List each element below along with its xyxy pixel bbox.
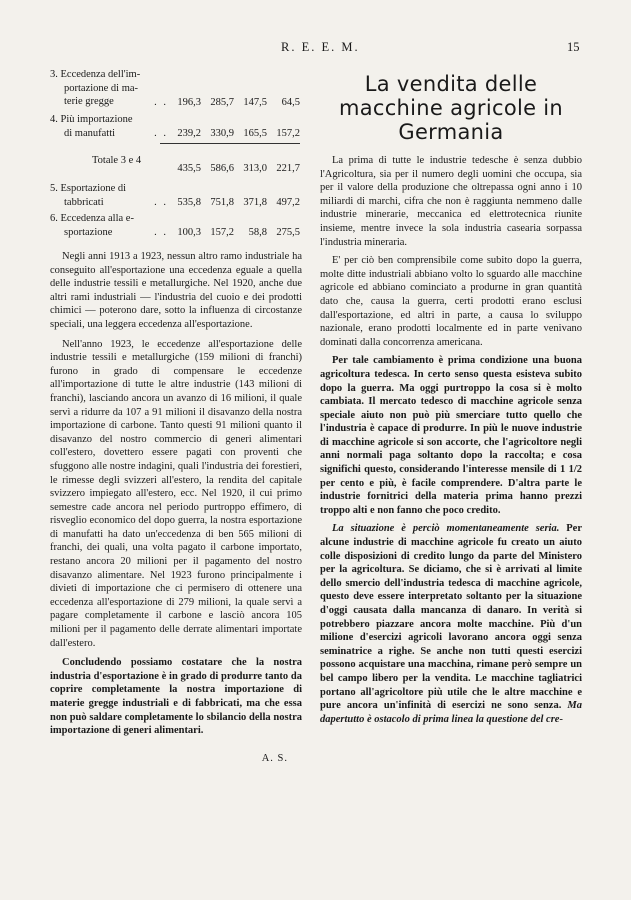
cell-value: 535,8 [177,197,201,209]
body-paragraph: Nell'anno 1923, le eccedenze all'esportazione delle industrie tessili e metallurgiche (159 milioni di franchi) furono in grado di compensare le eccedenze all'importazione di tutte le altre industrie (143 milioni di franchi), lasciando ancora un avanzo di 16 milioni, il quale servì a ridurre da 107 a 91 milioni il disavanzo della nostra importazione di carbone. Tanto questi 91 milioni quanto il disavanzo del nostro commercio di generi alimentari coll'estero, dovettero essere pagati con proventi che sfuggono alle nostre indagini, quali l'industria dei forestieri, le rimesse degli svizzeri all'estero, la rendita del capitale svizzero impiegato all'estero, ecc. Nel 1920, il cui primo semestre cade ancora nel periodo purtroppo effimero, di risveglio economico del dopo guerra, la nostra esportazione di manufatti ha dato un'eccedenza di ben 565 milioni di franchi, dei quali, una volta pagato il carbone importato, restano ancora 20 milioni per il pagamento del nostro disavanzo alimentare. Nel 1923 furono principalmente i divieti di importazione che ci permisero di ottenere una eccedenza all'esportazione di 279 milioni, la quale servì a pagare completamente il carbone e lasciò ancora 105 milioni per il pagamento delle derrate alimentari importate dall'estero. [50,338,302,649]
cell-value: 371,8 [243,197,267,209]
table-row [50,182,302,210]
journal-title: R. E. E. M. [281,40,360,54]
right-column [320,68,582,726]
row-dots: . . [154,227,168,239]
cell-value: 751,8 [210,197,234,209]
paragraph-text: Per alcune industrie di macchine agricole fu creato un aiuto colle disposizioni di credito lungo da parte del Ministero per la agricoltura. Se diciamo, che si è arrivati al limite dello smercio dell'industria tedesca di macchine agricole, questo deve essere interpretato soltanto per la situazione d'oggi causata dalla mancanza di danaro. In verità si potrebbero piazzare ancora molte macchine. Più d'un milione d'esercizi agricoli lavorano ancora oggi senza seminatrice a righe. Se anche non tutti questi esercizi possono acquistare una macchina, rimane però sempre un bel campo libero per la vendita. Le macchine tagliatrici portano all'agricoltore più utile che le altre macchine e pure ancora un'infinità di esercizi ne sono senza. [320,523,582,712]
conclusion-paragraph: Concludendo possiamo costatare che la nostra industria d'esportazione è in grado di produrre tanto da coprire completamente la nostra importazione di materie gregge industriali e di fabbricati, ma che essa non può saldare completamente lo sbilancio della nostra importazione di generi alimentari. [50,657,302,737]
emphasis-text: Ma dapertutto è ostacolo di prima linea la questione del cre- [320,700,582,725]
article-title: La vendita delle macchine agricole in Germania [338,72,564,144]
cell-value: 64,5 [281,97,300,109]
article-paragraph: Per tale cambiamento è prima condizione una buona agricoltura tedesca. In certo senso questa esisteva subito dopo la guerra. Ma oggi purtroppo la cosa si è molto cambiata. Il mercato tedesco di macchine agricole senza speciale aiuto non può più smerciare tutto quello che l'industria è capace di produrre. In più le nuove industrie di macchine agricole si son accorte, che l'agricoltore negli anni normali paga soltanto dopo la raccolta; e cosa significhi questo, considerando l'interesse mensile di 1 1/2 per cento e più, è facile comprendere. D'altra parte le industrie fornitrici della materia prima hanno prezzi troppo alti e non fanno che poco credito. [320,355,582,516]
body-paragraph: Negli anni 1913 a 1923, nessun altro ramo industriale ha conseguito all'esportazione una eccedenza eguale a quella delle industrie tessili e metallurgiche. Nel 1920, anche due altri rami industriali — l'industria del cuoio e dei prodotti chimici — poterono dare, sotto la influenza di circostanze speciali, una leggera eccedenza all'esportazione. [50,251,302,330]
table-total-row [50,154,302,176]
row-label: 3. Eccedenza dell'im- portazione di ma- terie gregge [50,69,141,108]
emphasis-text: La situazione è perciò momentaneamente seria. [332,523,560,535]
cell-value: 285,7 [210,97,234,109]
row-dots: . . [154,97,168,109]
cell-value: 58,8 [248,227,267,239]
row-label: 4. Più importazione di manufatti [50,114,133,139]
cell-value: 147,5 [243,97,267,109]
cell-value: 165,5 [243,128,267,140]
row-label: 6. Eccedenza alla e- sportazione [50,213,134,238]
cell-value: 196,3 [177,97,201,109]
cell-value: 330,9 [210,128,234,140]
row-label: Totale 3 e 4 [92,155,142,166]
table-row [50,212,302,240]
cell-value: 586,6 [210,163,234,175]
table-row [50,68,302,110]
row-dots: . . [154,197,168,209]
table-row [50,113,302,141]
cell-value: 275,5 [276,227,300,239]
cell-value: 221,7 [276,163,300,175]
row-label: 5. Esportazione di tabbricati [50,183,127,208]
cell-value: 239,2 [177,128,201,140]
cell-value: 157,2 [210,227,234,239]
row-dots: . . [154,128,168,140]
author-signature: A. S. [261,752,288,764]
statistics-table [50,68,302,240]
cell-value: 497,2 [276,197,300,209]
article-paragraph: E' per ciò ben comprensibile come subito dopo la guerra, molte ditte industriali abbiano volto lo sguardo alle macchine agricole ed abbiano cominciato a produrne in gran quantità dato che, causa la guerra, certi prodotti erano esclusi dall'esportazione, ed altri in parte, a causa lo sviluppo nazionale, erano prodotti localmente ed in parte venivano dominati dalla concorrenza americana. [320,255,582,348]
cell-value: 435,5 [177,163,201,175]
cell-value: 157,2 [276,128,300,140]
running-header [0,40,631,58]
left-column [50,68,302,765]
article-paragraph [320,522,582,726]
cell-value: 100,3 [177,227,201,239]
cell-value: 313,0 [243,163,267,175]
page-number: 15 [567,40,580,54]
article-paragraph: La prima di tutte le industrie tedesche è senza dubbio l'Agricoltura, sia per il numero degli uomini che occupa, sia per il valore della produzione che oltrepassa ogni anno i 10 miliardi di marchi, cifra che non è raggiunta nemmeno dalle industrie minerarie, meccanica ed elettrotecnica riunite insieme, mentre invece la sola industria casearia sorpassa l'industria mineraria. [320,155,582,248]
table-rule [160,143,300,144]
